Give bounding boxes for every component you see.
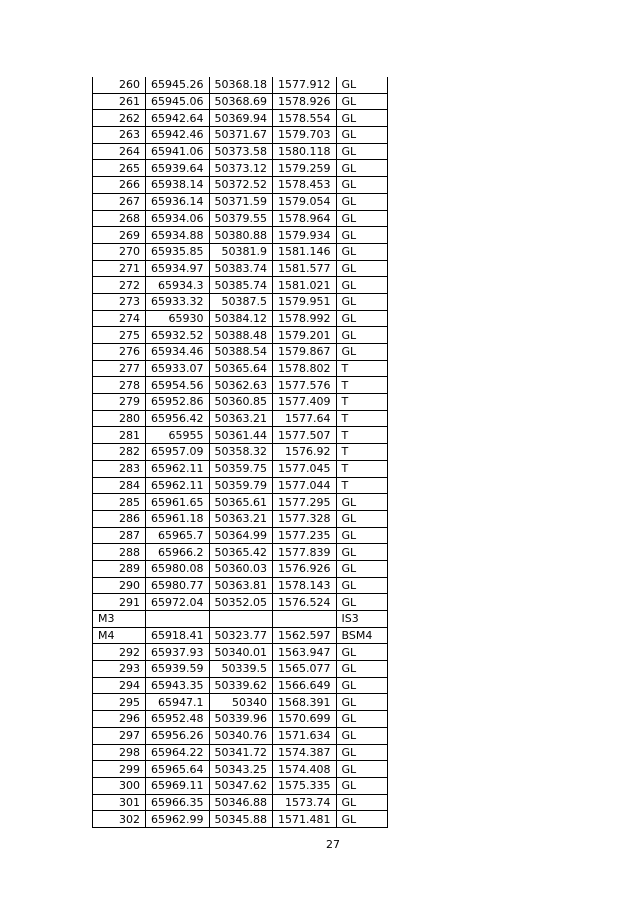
table-cell: 50387.5 (209, 293, 273, 310)
table-cell: BSM4 (336, 627, 387, 644)
table-cell: 50360.85 (209, 394, 273, 411)
table-cell: 279 (93, 394, 146, 411)
table-cell: T (336, 460, 387, 477)
table-cell: 65957.09 (146, 444, 210, 461)
table-cell: 278 (93, 377, 146, 394)
table-row (93, 611, 388, 628)
table-row (93, 694, 388, 711)
table-cell: 1571.481 (273, 811, 337, 828)
table-row (93, 127, 388, 144)
table-cell: T (336, 427, 387, 444)
table-cell: 50343.25 (209, 761, 273, 778)
table-cell: 281 (93, 427, 146, 444)
table-cell: GL (336, 277, 387, 294)
table-cell: 265 (93, 160, 146, 177)
table-cell: GL (336, 243, 387, 260)
table-cell: 50388.48 (209, 327, 273, 344)
table-cell: 293 (93, 661, 146, 678)
table-cell: 1576.926 (273, 560, 337, 577)
table-row (93, 394, 388, 411)
table-row (93, 777, 388, 794)
table-cell: 271 (93, 260, 146, 277)
table-row (93, 761, 388, 778)
table-row (93, 494, 388, 511)
table-cell: 1578.453 (273, 177, 337, 194)
table-cell: 50365.42 (209, 544, 273, 561)
table-cell: 1577.839 (273, 544, 337, 561)
table-row (93, 293, 388, 310)
table-cell: 296 (93, 711, 146, 728)
table-cell: 1578.802 (273, 360, 337, 377)
table-cell: 273 (93, 293, 146, 310)
table-cell: GL (336, 577, 387, 594)
table-cell: 263 (93, 127, 146, 144)
table-cell: 1580.118 (273, 143, 337, 160)
table-cell: 1579.259 (273, 160, 337, 177)
table-cell: 1581.146 (273, 243, 337, 260)
table-row (93, 210, 388, 227)
table-cell: 65962.99 (146, 811, 210, 828)
table-cell: 290 (93, 577, 146, 594)
table-row (93, 727, 388, 744)
table-cell: 65934.06 (146, 210, 210, 227)
table-cell: 1577.409 (273, 394, 337, 411)
table-cell: 65942.64 (146, 110, 210, 127)
table-cell: 297 (93, 727, 146, 744)
table-row (93, 410, 388, 427)
table-cell: 65962.11 (146, 460, 210, 477)
table-cell: 1578.143 (273, 577, 337, 594)
table-row (93, 544, 388, 561)
table-cell: GL (336, 127, 387, 144)
table-row (93, 661, 388, 678)
table-cell: 1566.649 (273, 677, 337, 694)
table-cell: 1579.951 (273, 293, 337, 310)
table-cell: 50340.76 (209, 727, 273, 744)
table-cell: GL (336, 260, 387, 277)
table-row (93, 177, 388, 194)
table-cell: 65945.06 (146, 93, 210, 110)
table-cell: 302 (93, 811, 146, 828)
table-cell: 50363.21 (209, 510, 273, 527)
table-cell: T (336, 394, 387, 411)
table-row (93, 110, 388, 127)
table-cell: 65939.59 (146, 661, 210, 678)
table-cell: 50368.69 (209, 93, 273, 110)
table-cell: 1577.235 (273, 527, 337, 544)
table-cell: 50359.75 (209, 460, 273, 477)
table-cell: 65961.18 (146, 510, 210, 527)
table-cell: 50368.18 (209, 77, 273, 93)
table-row (93, 527, 388, 544)
table-cell: 65952.48 (146, 711, 210, 728)
table-cell: 1562.597 (273, 627, 337, 644)
table-cell: 50352.05 (209, 594, 273, 611)
table-cell: 295 (93, 694, 146, 711)
table-cell: 50385.74 (209, 277, 273, 294)
table-row (93, 360, 388, 377)
table-cell: T (336, 377, 387, 394)
table-cell: 65934.3 (146, 277, 210, 294)
table-cell: 65956.26 (146, 727, 210, 744)
table-cell: T (336, 410, 387, 427)
table-cell: 50364.99 (209, 527, 273, 544)
table-cell: 282 (93, 444, 146, 461)
table-cell: 1579.703 (273, 127, 337, 144)
table-cell: 50339.96 (209, 711, 273, 728)
table-cell: 50362.63 (209, 377, 273, 394)
table-cell: 50341.72 (209, 744, 273, 761)
table-cell: 65935.85 (146, 243, 210, 260)
table-row (93, 477, 388, 494)
table-cell: GL (336, 510, 387, 527)
table-cell: 50363.21 (209, 410, 273, 427)
table-cell: GL (336, 544, 387, 561)
table-cell: 50369.94 (209, 110, 273, 127)
table-cell: 65955 (146, 427, 210, 444)
table-cell: 1578.964 (273, 210, 337, 227)
table-cell: 65932.52 (146, 327, 210, 344)
table-cell: 50340 (209, 694, 273, 711)
table-cell: 289 (93, 560, 146, 577)
table-row (93, 93, 388, 110)
table-cell: 1581.577 (273, 260, 337, 277)
table-cell: 65937.93 (146, 644, 210, 661)
table-cell: 65934.46 (146, 344, 210, 361)
table-cell: 283 (93, 460, 146, 477)
table-cell: GL (336, 77, 387, 93)
table-cell: 65933.07 (146, 360, 210, 377)
table-cell: 275 (93, 327, 146, 344)
table-cell (273, 611, 337, 628)
table-cell: 65961.65 (146, 494, 210, 511)
table-cell: T (336, 477, 387, 494)
table-cell: 268 (93, 210, 146, 227)
table-cell: 50346.88 (209, 794, 273, 811)
table-cell: 50379.55 (209, 210, 273, 227)
table-row (93, 77, 388, 93)
table-cell: 1579.201 (273, 327, 337, 344)
table-row (93, 260, 388, 277)
table-cell: GL (336, 160, 387, 177)
table-cell: 1575.335 (273, 777, 337, 794)
table-cell: GL (336, 210, 387, 227)
table-row (93, 277, 388, 294)
table-cell: 50345.88 (209, 811, 273, 828)
table-row (93, 677, 388, 694)
table-cell: 1577.295 (273, 494, 337, 511)
table-cell: 1573.74 (273, 794, 337, 811)
table-cell: 1577.044 (273, 477, 337, 494)
table-cell: 1574.408 (273, 761, 337, 778)
table-cell: 50380.88 (209, 227, 273, 244)
table-row (93, 444, 388, 461)
table-cell: 292 (93, 644, 146, 661)
table-cell: 1578.554 (273, 110, 337, 127)
table-cell: 267 (93, 193, 146, 210)
table-cell: 1579.934 (273, 227, 337, 244)
table-cell: 286 (93, 510, 146, 527)
table-cell: GL (336, 761, 387, 778)
table-cell: 262 (93, 110, 146, 127)
table-cell: 1579.867 (273, 344, 337, 361)
table-cell: 65965.7 (146, 527, 210, 544)
table-cell: 65938.14 (146, 177, 210, 194)
table-cell: 50347.62 (209, 777, 273, 794)
table-cell: 299 (93, 761, 146, 778)
table-cell: IS3 (336, 611, 387, 628)
table-cell: 1568.391 (273, 694, 337, 711)
table-row (93, 510, 388, 527)
table-cell: GL (336, 177, 387, 194)
table-cell: GL (336, 227, 387, 244)
table-cell: GL (336, 777, 387, 794)
table-cell: GL (336, 560, 387, 577)
table-cell: 269 (93, 227, 146, 244)
table-cell: 65934.97 (146, 260, 210, 277)
table-cell: 1570.699 (273, 711, 337, 728)
table-cell: GL (336, 527, 387, 544)
table-cell: GL (336, 327, 387, 344)
table-row (93, 794, 388, 811)
table-cell: 50388.54 (209, 344, 273, 361)
table-cell: 274 (93, 310, 146, 327)
table-cell: M3 (93, 611, 146, 628)
table-cell: 65945.26 (146, 77, 210, 93)
table-cell: 50365.61 (209, 494, 273, 511)
table-cell: 65966.35 (146, 794, 210, 811)
table-cell: GL (336, 677, 387, 694)
table-cell: 1571.634 (273, 727, 337, 744)
table-row (93, 160, 388, 177)
table-row (93, 344, 388, 361)
table-cell: 1578.926 (273, 93, 337, 110)
table-cell: 65918.41 (146, 627, 210, 644)
table-cell: 65952.86 (146, 394, 210, 411)
table-row (93, 193, 388, 210)
table-row (93, 644, 388, 661)
table-cell: 50361.44 (209, 427, 273, 444)
table-row (93, 560, 388, 577)
table-cell: 65980.08 (146, 560, 210, 577)
table-cell: GL (336, 744, 387, 761)
table-cell: 50359.79 (209, 477, 273, 494)
table-cell: 50340.01 (209, 644, 273, 661)
table-cell: 280 (93, 410, 146, 427)
table-cell: 264 (93, 143, 146, 160)
table-cell: 284 (93, 477, 146, 494)
table-cell: 1577.507 (273, 427, 337, 444)
table-cell: 65934.88 (146, 227, 210, 244)
table-cell: 65947.1 (146, 694, 210, 711)
table-cell: 1577.576 (273, 377, 337, 394)
table-cell: GL (336, 193, 387, 210)
table-row (93, 594, 388, 611)
table-cell: 270 (93, 243, 146, 260)
table-cell: 50363.81 (209, 577, 273, 594)
table-cell: GL (336, 93, 387, 110)
table-row (93, 427, 388, 444)
table-cell: 50372.52 (209, 177, 273, 194)
table-cell: 50383.74 (209, 260, 273, 277)
table-cell (146, 611, 210, 628)
table-cell: GL (336, 711, 387, 728)
page-number: 27 (326, 838, 340, 851)
table-cell: 50339.62 (209, 677, 273, 694)
table-cell: 1579.054 (273, 193, 337, 210)
table-cell: 1577.64 (273, 410, 337, 427)
survey-data-table (92, 77, 388, 828)
table-cell: GL (336, 110, 387, 127)
table-cell: 65972.04 (146, 594, 210, 611)
table-cell: M4 (93, 627, 146, 644)
table-cell: 1576.92 (273, 444, 337, 461)
table-cell: GL (336, 661, 387, 678)
table-cell: GL (336, 644, 387, 661)
table-cell: 65939.64 (146, 160, 210, 177)
table-cell: 65943.35 (146, 677, 210, 694)
table-cell: 277 (93, 360, 146, 377)
table-cell (209, 611, 273, 628)
table-cell: 285 (93, 494, 146, 511)
table-cell: 298 (93, 744, 146, 761)
table-cell: 272 (93, 277, 146, 294)
table-row (93, 811, 388, 828)
table-row (93, 744, 388, 761)
table-cell: 1565.077 (273, 661, 337, 678)
table-cell: 291 (93, 594, 146, 611)
table-cell: 65941.06 (146, 143, 210, 160)
table-row (93, 310, 388, 327)
table-cell: 50360.03 (209, 560, 273, 577)
table-cell: 1577.045 (273, 460, 337, 477)
table-cell: 50323.77 (209, 627, 273, 644)
table-row (93, 143, 388, 160)
table-cell: 301 (93, 794, 146, 811)
table-cell: 1574.387 (273, 744, 337, 761)
table-cell: 1581.021 (273, 277, 337, 294)
table-cell: 50371.67 (209, 127, 273, 144)
table-cell: 50384.12 (209, 310, 273, 327)
table-cell: 65965.64 (146, 761, 210, 778)
table-cell: 1576.524 (273, 594, 337, 611)
table-cell: GL (336, 143, 387, 160)
table-cell: 1578.992 (273, 310, 337, 327)
table-cell: T (336, 360, 387, 377)
table-cell: GL (336, 594, 387, 611)
table-cell: GL (336, 794, 387, 811)
table-cell: 261 (93, 93, 146, 110)
table-cell: 260 (93, 77, 146, 93)
table-cell: GL (336, 694, 387, 711)
table-cell: 65933.32 (146, 293, 210, 310)
table-cell: 288 (93, 544, 146, 561)
table-cell: 50339.5 (209, 661, 273, 678)
table-cell: 266 (93, 177, 146, 194)
table-cell: GL (336, 344, 387, 361)
table-cell: 1577.912 (273, 77, 337, 93)
table-cell: 50373.12 (209, 160, 273, 177)
table-cell: 294 (93, 677, 146, 694)
table-cell: 65930 (146, 310, 210, 327)
table-cell: 50358.32 (209, 444, 273, 461)
table-cell: GL (336, 811, 387, 828)
table-row (93, 711, 388, 728)
table-cell: 50371.59 (209, 193, 273, 210)
table-row (93, 227, 388, 244)
table-cell: 65964.22 (146, 744, 210, 761)
table-row (93, 377, 388, 394)
table-cell: 50381.9 (209, 243, 273, 260)
table-cell: 287 (93, 527, 146, 544)
table-cell: T (336, 444, 387, 461)
table-row (93, 243, 388, 260)
table-cell: 65962.11 (146, 477, 210, 494)
table-row (93, 577, 388, 594)
table-cell: 50365.64 (209, 360, 273, 377)
table-cell: 50373.58 (209, 143, 273, 160)
table-cell: GL (336, 293, 387, 310)
table-cell: GL (336, 494, 387, 511)
survey-table-body (93, 77, 388, 827)
table-cell: GL (336, 727, 387, 744)
table-cell: 65936.14 (146, 193, 210, 210)
table-cell: 65969.11 (146, 777, 210, 794)
table-cell: 1577.328 (273, 510, 337, 527)
table-cell: 300 (93, 777, 146, 794)
table-row (93, 327, 388, 344)
table-cell: GL (336, 310, 387, 327)
table-row (93, 627, 388, 644)
table-cell: 65980.77 (146, 577, 210, 594)
table-cell: 65942.46 (146, 127, 210, 144)
table-cell: 276 (93, 344, 146, 361)
table-cell: 65954.56 (146, 377, 210, 394)
table-cell: 1563.947 (273, 644, 337, 661)
table-cell: 65966.2 (146, 544, 210, 561)
table-cell: 65956.42 (146, 410, 210, 427)
table-row (93, 460, 388, 477)
